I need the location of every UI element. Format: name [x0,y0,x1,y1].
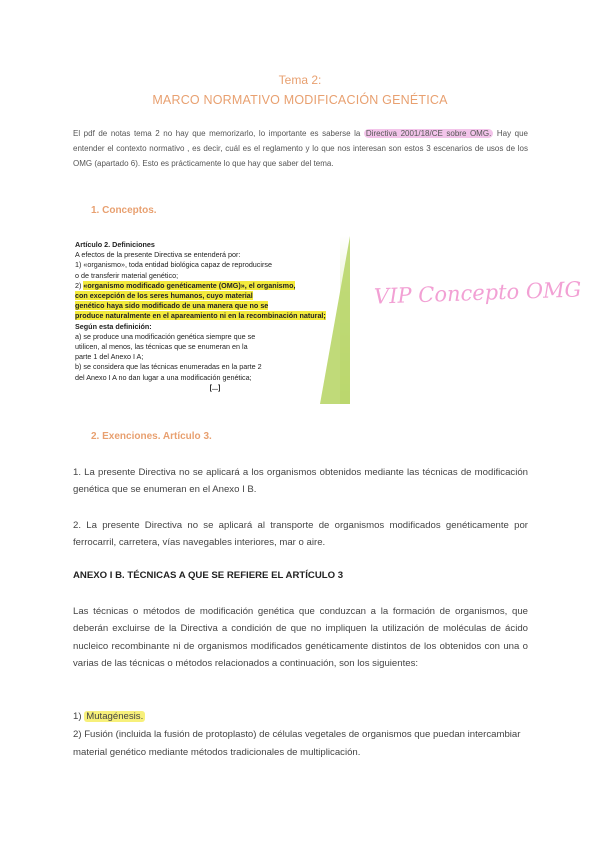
articulo-ellipsis: [...] [209,382,221,392]
handwritten-annotation: VIP Concepto OMG [373,277,582,309]
articulo-line-prefix: 2) [75,280,84,290]
mutagenesis-highlight: Mutagénesis. [86,711,144,722]
omg-definition-highlight: con excepción de los seres humanos, cuyo material [75,291,253,301]
articulo-line [75,291,350,301]
list-item [73,708,528,726]
tema-label: Tema 2: [278,73,322,87]
articulo-line [75,301,350,311]
articulo-line: A efectos de la presente Directiva se entenderá por: [75,250,241,260]
articulo-line: del Anexo I A no dan lugar a una modificación genética; [75,372,252,382]
section-conceptos-heading: 1. Conceptos. [91,205,157,216]
anexo-paragraph: Las técnicas o métodos de modificación genética que conduzcan a la formación de organismos, que deberán excluirse de la Directiva a condición de que no impliquen la utilización de moléculas de ácido nucleico recombinante ni de organismos modificados genéticamente distintos de los obtenidos con una o varias de las técnicas o métodos relacionados a continuación, son los siguientes: [73,606,528,670]
omg-definition-highlight: «organismo modificado genéticamente (OMG)», el organismo, [83,280,296,290]
list-item-number: 1) [73,711,85,722]
articulo-line: parte 1 del Anexo I A; [75,352,144,362]
page-title: MARCO NORMATIVO MODIFICACIÓN GENÉTICA [152,93,448,107]
section-exenciones-heading: 2. Exenciones. Artículo 3. [91,431,212,442]
anexo-list [73,708,528,762]
list-item: 2) Fusión (incluida la fusión de protoplasto) de células vegetales de organismos que puedan intercambiar material genético mediante métodos tradicionales de multiplicación. [73,729,521,758]
intro-paragraph [73,126,528,171]
anexo-heading: ANEXO I B. TÉCNICAS A QUE SE REFIERE EL ARTÍCULO 3 [73,570,344,581]
directiva-highlight: Directiva 2001/18/CE sobre OMG. [365,129,492,138]
exencion-paragraph-2: 2. La presente Directiva no se aplicará al transporte de organismos modificados genéticamente por ferrocarril, carretera, vías navegables interiores, mar o aire. [73,520,528,548]
intro-text-after: Hay que entender el contexto normativo , es decir, cuál es el reglamento y lo que nos interesan son estos 3 escenarios de usos de los OMG (apartado 6). Esto es prácticamente lo que hay que saber del tema. [73,129,528,168]
articulo-line: a) se produce una modificación genética siempre que se [75,331,256,341]
articulo-text [75,240,350,393]
omg-definition-highlight: produce naturalmente en el apareamiento ni en la recombinación natural; [75,311,326,321]
articulo-line: o de transferir material genético; [75,270,179,280]
exencion-paragraph-1: 1. La presente Directiva no se aplicará a los organismos obtenidos mediante las técnicas de modificación genética que se enumeran en el Anexo I B. [73,467,528,495]
omg-definition-highlight: genético haya sido modificado de una manera que no se [75,301,269,311]
articulo-line: 1) «organismo», toda entidad biológica capaz de reproducirse [75,260,272,270]
articulo-line [75,311,350,321]
articulo-subheading: Según esta definición: [75,321,152,331]
articulo-heading: Artículo 2. Definiciones [75,240,155,249]
articulo-line [75,281,350,291]
intro-text-before: El pdf de notas tema 2 no hay que memorizarlo, lo importante es saberse la [73,129,364,138]
articulo-line: utilicen, al menos, las técnicas que se enumeran en la [75,342,248,352]
articulo-line: b) se considera que las técnicas enumeradas en la parte 2 [75,362,262,372]
articulo-definiciones-image [73,236,350,404]
